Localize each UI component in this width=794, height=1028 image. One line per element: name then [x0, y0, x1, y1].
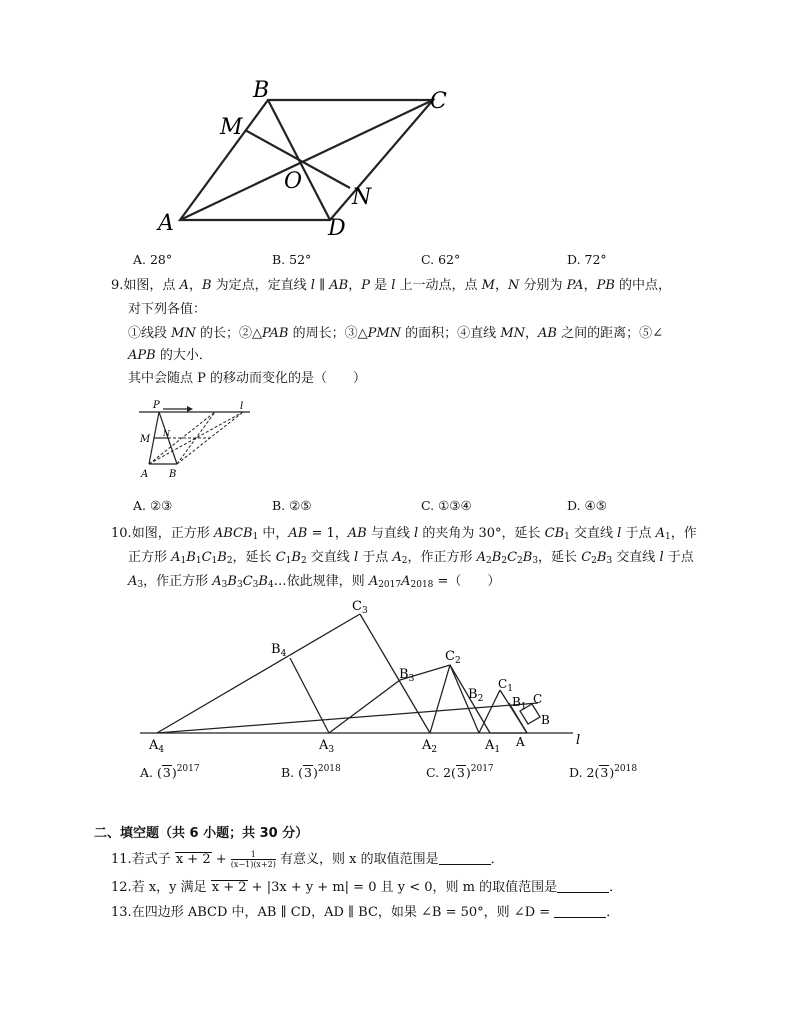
- q9-line1: 9.如图，点 A，B 为定点，定直线 l ∥ AB，P 是 l 上一动点，点 M，N 分别为 PA，PB 的中点，: [111, 278, 672, 293]
- q8-figure: [150, 72, 460, 242]
- label-c2: $C_2$: [445, 649, 461, 666]
- q8-option-c[interactable]: C. 62°: [421, 252, 461, 267]
- q9-line3: ①线段 MN 的长；②△PAB 的周长；③△PMN 的面积；④直线 MN，AB 之间的距离；⑤∠: [128, 326, 663, 341]
- q8-option-d[interactable]: D. 72°: [567, 252, 607, 267]
- label-b2: $B_2$: [468, 687, 484, 704]
- q13: 13.在四边形 ABCD 中，AB ∥ CD，AD ∥ BC，如果 ∠B = 50°，则 ∠D = ．: [111, 905, 620, 920]
- q10-option-a[interactable]: A. $(3)^{2017}$: [140, 764, 200, 780]
- q8-option-a[interactable]: A. 28°: [133, 252, 173, 267]
- q11: 11.若式子 x + 2 + $\frac{1}{(x-1)(x+2)}$ 有意义，则 x 的取值范围是 ．: [111, 850, 504, 869]
- q9-option-c[interactable]: C. ①③④: [421, 498, 472, 513]
- label-p: P: [153, 400, 160, 411]
- label-a4: $A_4$: [149, 738, 165, 755]
- q9-option-d[interactable]: D. ④⑤: [567, 498, 607, 513]
- label-m: M: [220, 115, 243, 140]
- q10-figure: [135, 598, 595, 756]
- label-c: C: [533, 692, 543, 706]
- section-title: 二、填空题（共 6 小题；共 30 分）: [94, 826, 309, 841]
- q9-line2: 对下列各值：: [128, 302, 207, 317]
- label-b: B: [169, 469, 177, 480]
- label-a: A: [516, 735, 525, 749]
- q10-line2: 正方形 $A_1B_1C_1B_2$，延长 $C_1B_2$ 交直线 l 于点 $A_2$，作正方形 $A_2B_2C_2B_3$，延长 $C_2B_3$ 交直线 l 于点: [128, 550, 694, 566]
- label-l: l: [576, 733, 581, 748]
- label-a: A: [158, 211, 174, 236]
- label-a3: $A_3$: [319, 738, 335, 755]
- q13-answer-blank[interactable]: [554, 903, 606, 918]
- label-d: D: [328, 216, 346, 241]
- q11-answer-blank[interactable]: [439, 850, 491, 865]
- label-l: l: [240, 401, 244, 412]
- label-b: B: [253, 78, 270, 103]
- q10-option-d[interactable]: D. $2(3)^{2018}$: [569, 764, 638, 780]
- label-b1: $B_1$: [512, 695, 527, 712]
- q9-line5: 其中会随点 P 的移动而变化的是（ ）: [128, 371, 367, 386]
- q12: 12.若 x，y 满足 x + 2 + |3x + y + m| = 0 且 y < 0，则 m 的取值范围是 ．: [111, 880, 623, 895]
- q9-number: 9.: [111, 278, 124, 293]
- q9-option-b[interactable]: B. ②⑤: [272, 498, 312, 513]
- diagonal-ac: [180, 100, 433, 220]
- q10-option-c[interactable]: C. $2(3)^{2017}$: [426, 764, 494, 780]
- label-n: N: [163, 429, 170, 438]
- label-m: M: [140, 434, 151, 445]
- q9-figure: [135, 398, 260, 483]
- label-o: O: [284, 169, 303, 194]
- label-b3: $B_3$: [399, 667, 415, 684]
- label-b4: $B_4$: [271, 642, 287, 659]
- label-n: N: [352, 185, 372, 210]
- q10-line1: 10.如图，正方形 $ABCB_1$ 中，AB = 1，AB 与直线 l 的夹角为 30°，延长 $CB_1$ 交直线 l 于点 $A_1$，作: [111, 526, 697, 542]
- q10-number: 10.: [111, 526, 132, 541]
- label-a2: $A_2$: [422, 738, 438, 755]
- q8-option-b[interactable]: B. 52°: [272, 252, 312, 267]
- label-b: B: [541, 713, 550, 727]
- q9-option-a[interactable]: A. ②③: [133, 498, 173, 513]
- q9-line4: APB 的大小．: [128, 348, 212, 363]
- label-c1: $C_1$: [498, 677, 513, 694]
- q10-option-b[interactable]: B. $(3)^{2018}$: [281, 764, 341, 780]
- label-a1: $A_1$: [485, 738, 501, 755]
- label-c: C: [430, 89, 447, 114]
- arrow-icon: [187, 406, 193, 412]
- label-c3: $C_3$: [352, 599, 368, 616]
- label-a: A: [141, 469, 149, 480]
- q10-line3: $A_3$，作正方形 $A_3B_3C_3B_4\dots$依此规律，则 $A_{2017}A_{2018}$ =（ ）: [128, 574, 501, 590]
- q12-answer-blank[interactable]: [557, 878, 609, 893]
